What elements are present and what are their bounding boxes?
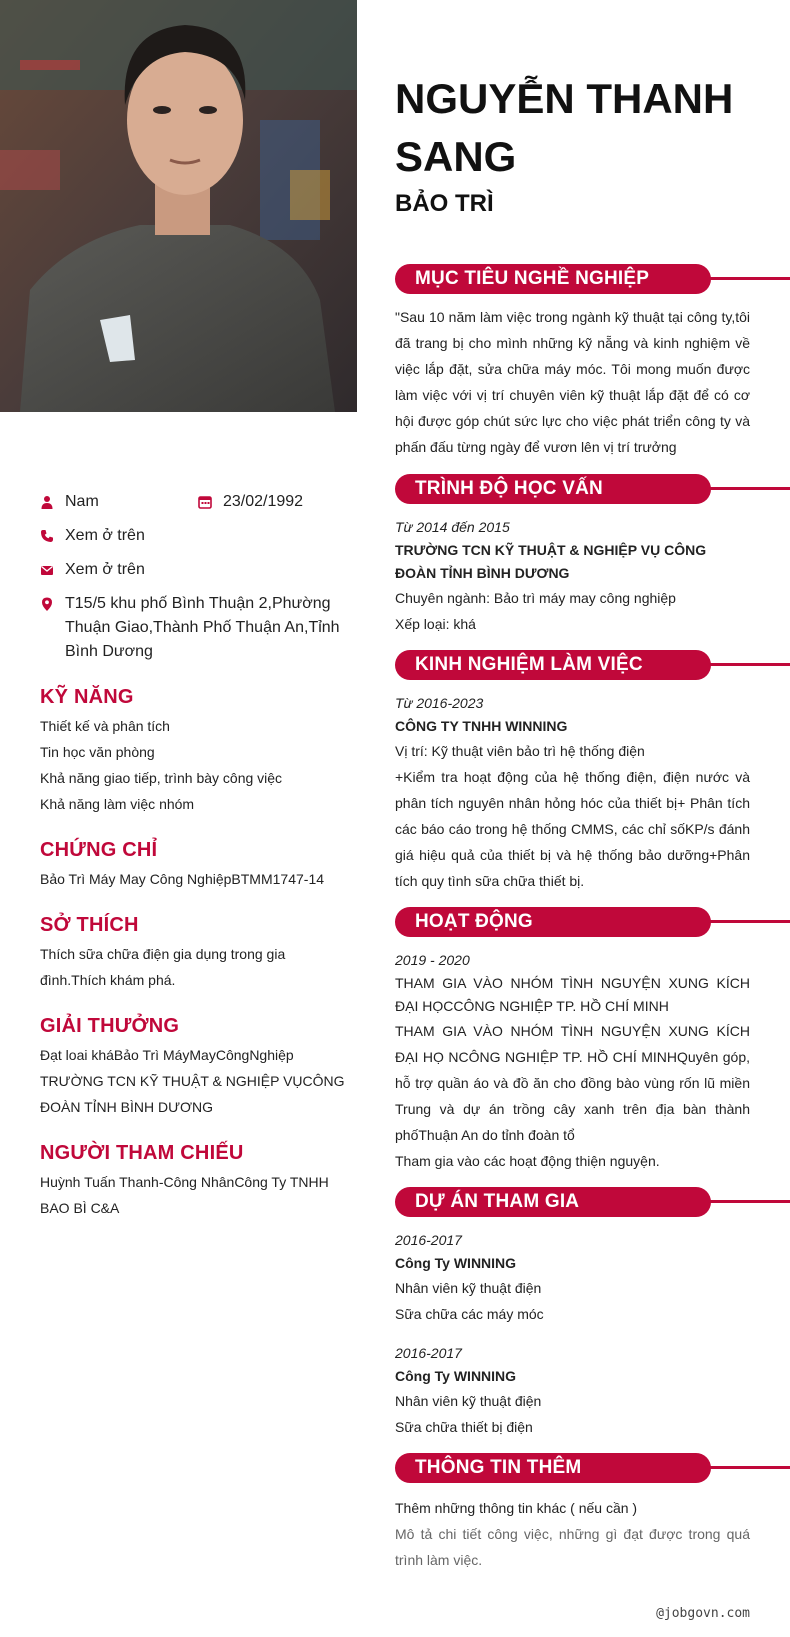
education-title: TRÌNH ĐỘ HỌC VẤN [395,474,711,504]
project-period: 2016-2017 [395,1345,462,1361]
birthday-row [198,490,303,514]
project-role: Nhân viên kỹ thuật điện [395,1280,542,1296]
hobbies-heading: SỞ THÍCH [40,914,139,936]
experience-company: CÔNG TY TNHH WINNING [395,718,568,734]
profile-photo [0,0,357,412]
phone-icon [40,529,54,543]
project-item [395,1342,750,1440]
awards-text: Đạt loai kháBảo Trì MáyMayCôngNghiệp TRƯỜNG TCN KỸ THUẬT & NGHIỆP VỤCÔNG ĐOÀN TỈNH BÌNH DƯƠNG [40,1047,345,1115]
left-column [40,490,352,1221]
project-company: Công Ty WINNING [395,1255,517,1271]
portrait-photo-icon [0,0,357,412]
activities-header [395,907,790,937]
awards-heading: GIẢI THƯỞNG [40,1015,180,1037]
education-block [395,516,750,637]
projects-title: DỰ ÁN THAM GIA [395,1187,711,1217]
skill-item: Tin học văn phòng [40,744,155,760]
skill-item: Khả năng giao tiếp, trình bày công việc [40,770,283,786]
experience-block [395,692,750,894]
experience-header [395,650,790,680]
education-header [395,474,790,504]
activities-line-3: Tham gia vào các hoạt động thiện nguyện. [395,1153,660,1169]
email-value: Xem ở trên [65,561,145,578]
objective-title: MỤC TIÊU NGHỀ NGHIỆP [395,264,711,294]
address-row [40,592,352,664]
gender-row [40,490,198,514]
hobbies-text: Thích sữa chữa điện gia dụng trong gia đình.Thích khám phá. [40,946,286,988]
project-role: Nhân viên kỹ thuật điện [395,1393,542,1409]
references-heading: NGƯỜI THAM CHIẾU [40,1142,244,1164]
location-pin-icon [40,597,54,611]
extra-line-1: Thêm những thông tin khác ( nếu cần ) [395,1500,638,1516]
experience-position: Vị trí: Kỹ thuật viên bảo trì hệ thống điện [395,743,645,759]
certificates-text: Bảo Trì Máy May Công NghiệpBTMM1747-14 [40,871,325,887]
extra-header [395,1453,790,1483]
objective-header [395,264,790,294]
projects-header [395,1187,790,1217]
birthday-value: 23/02/1992 [223,493,304,510]
project-task: Sữa chữa thiết bị điện [395,1419,533,1435]
job-title: BẢO TRÌ [395,190,494,217]
education-school: TRƯỜNG TCN KỸ THUẬT & NGHIỆP VỤ CÔNG ĐOÀN TỈNH BÌNH DƯƠNG [395,542,707,581]
activities-line-1: THAM GIA VÀO NHÓM TÌNH NGUYỆN XUNG KÍCH ĐẠI HỌCCÔNG NGHIỆP TP. HỒ CHÍ MINH [395,975,750,1014]
education-grade: Xếp loại: khá [395,616,476,632]
activities-block [395,949,750,1174]
skill-item: Thiết kế và phân tích [40,718,170,734]
candidate-name: NGUYỄN THANH SANG [395,75,734,180]
calendar-icon [198,495,212,509]
address-value: T15/5 khu phố Bình Thuận 2,Phường Thuận Giao,Thành Phố Thuận An,Tỉnh Bình Dương [65,595,340,660]
experience-title: KINH NGHIỆM LÀM VIỆC [395,650,711,680]
project-task: Sữa chữa các máy móc [395,1306,544,1322]
activities-title: HOẠT ĐỘNG [395,907,711,937]
project-item [395,1229,750,1327]
project-period: 2016-2017 [395,1232,462,1248]
experience-period: Từ 2016-2023 [395,695,484,711]
watermark: @jobgovn.com [656,1606,750,1621]
extra-title: THÔNG TIN THÊM [395,1453,711,1483]
objective-text: "Sau 10 năm làm việc trong ngành kỹ thuật tại công ty,tôi đã trang bị cho mình những kỹ nẵng và kinh nghiệm về việc lắp đặt, sửa chữa máy móc. Tôi mong muốn được làm việc với vị trí chuyên viên kỹ thuật lắp đặt để có cơ hội được góp chút sức lực cho việc phát triển công ty và phấn đấu từng ngày để vươn lên vị trí trưởng [395,309,750,455]
skills-heading: KỸ NĂNG [40,686,134,708]
extra-block [395,1495,750,1573]
education-period: Từ 2014 đến 2015 [395,519,510,535]
activities-period: 2019 - 2020 [395,952,470,968]
education-major: Chuyên ngành: Bảo trì máy may công nghiệp [395,590,676,606]
certificates-heading: CHỨNG CHỈ [40,839,158,861]
personal-info-row [40,490,352,514]
email-row [40,558,352,582]
gender-value: Nam [65,493,99,510]
envelope-icon [40,563,54,577]
project-company: Công Ty WINNING [395,1368,517,1384]
references-text: Huỳnh Tuấn Thanh-Công NhânCông Ty TNHH BAO BÌ C&A [40,1174,329,1216]
person-icon [40,495,54,509]
activities-line-2: THAM GIA VÀO NHÓM TÌNH NGUYỆN XUNG KÍCH ĐẠI HỌ NCÔNG NGHIỆP TP. HỒ CHÍ MINHQuyên góp, hỗ trợ quần áo và đồ ăn cho đồng bào vùng rốn lũ miền Trung và dự án trồng cây xanh trên địa bàn thành phốThuận An do tỉnh đoàn tổ [395,1023,750,1143]
phone-row [40,524,352,548]
phone-value: Xem ở trên [65,527,145,544]
extra-line-2: Mô tả chi tiết công việc, những gì đạt được trong quá trình làm việc. [395,1526,750,1568]
experience-description: +Kiểm tra hoạt động của hệ thống điện, điện nước và phân tích nguyên nhân hỏng hóc của thiết bị+ Phân tích các báo cáo trong hệ thống CMMS, các chỉ sốKP/s đánh giá hiệu quả của thiết bị và hệ thống bảo dưỡng+Phân tích quy tình sữa chữa thiết bị. [395,769,750,889]
skill-item: Khả năng làm việc nhóm [40,796,195,812]
